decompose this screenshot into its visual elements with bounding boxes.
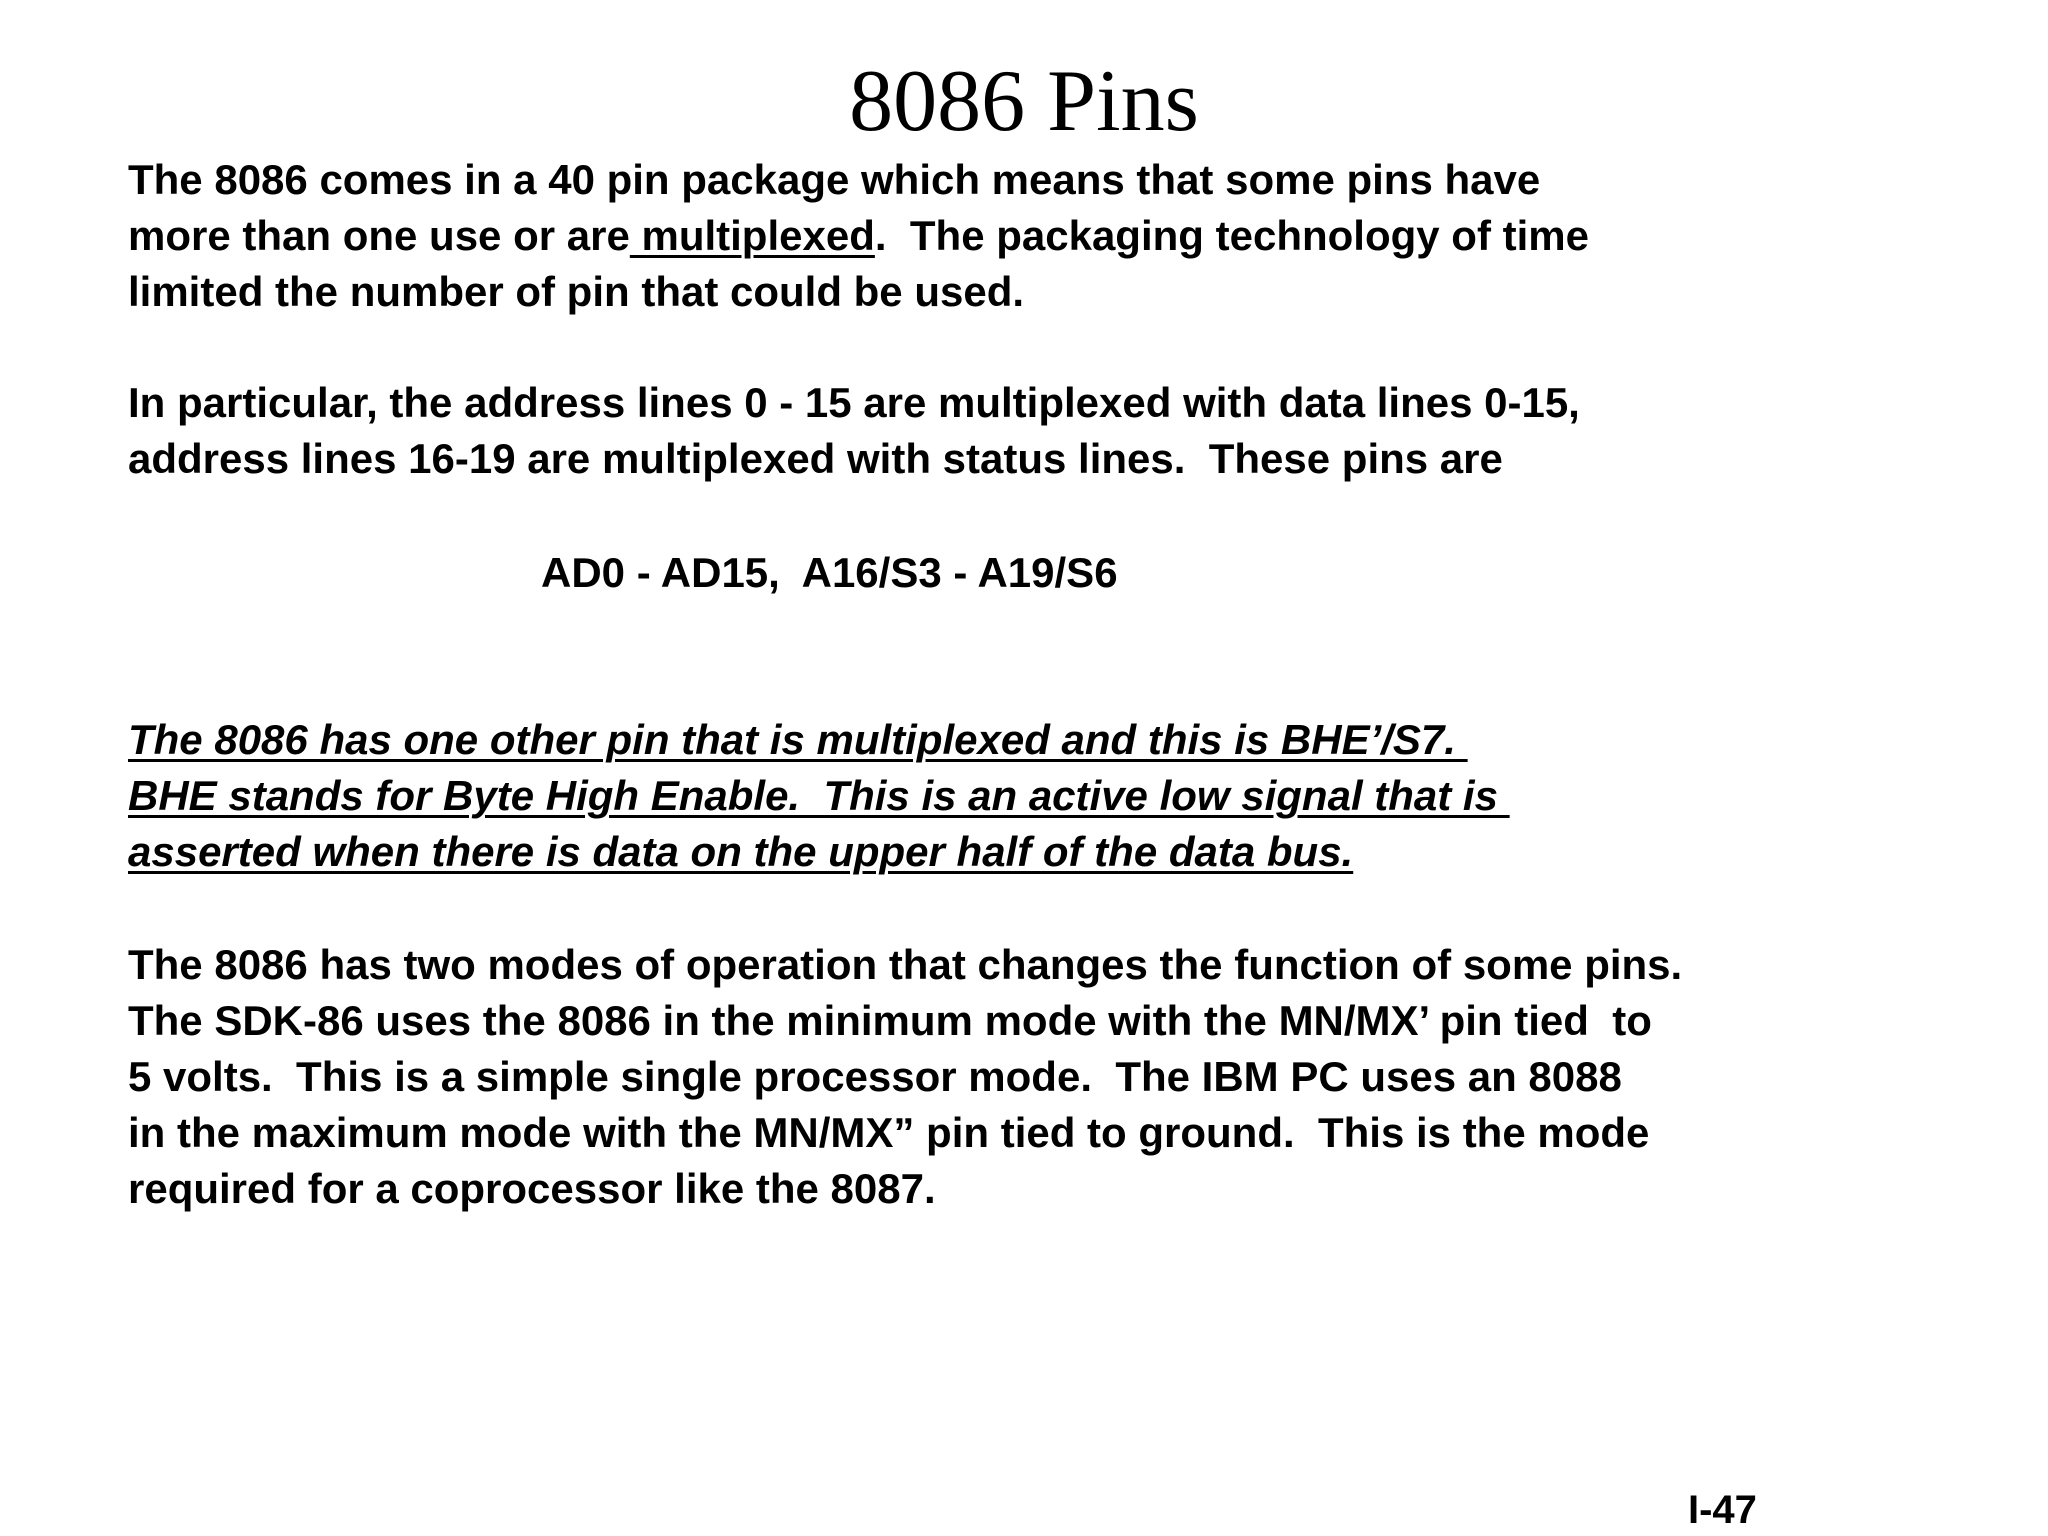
bhe-line-3: asserted when there is data on the upper half of the data bus. [128, 828, 1354, 875]
modes-line-3: 5 volts. This is a simple single processor mode. The IBM PC uses an 8088 [128, 1053, 1622, 1100]
modes-line-2: The SDK-86 uses the 8086 in the minimum mode with the MN/MX’ pin tied to [128, 997, 1652, 1044]
modes-paragraph [128, 937, 1682, 1217]
bhe-line-2: BHE stands for Byte High Enable. This is an active low signal that is [128, 772, 1510, 819]
modes-line-5: required for a coprocessor like the 8087. [128, 1165, 936, 1212]
intro-paragraph [128, 152, 1589, 320]
intro-line-3: limited the number of pin that could be used. [128, 268, 1025, 315]
address-lines-paragraph [128, 375, 1580, 487]
address-line-2: address lines 16-19 are multiplexed with status lines. These pins are [128, 435, 1503, 482]
pin-names-line: AD0 - AD15, A16/S3 - A19/S6 [541, 549, 1118, 596]
intro-line-1: The 8086 comes in a 40 pin package which means that some pins have [128, 156, 1541, 203]
bhe-paragraph [128, 712, 1510, 880]
multiplexed-term: multiplexed [629, 212, 875, 259]
intro-line-2-start: more than one use or are [128, 212, 630, 259]
bhe-line-1: The 8086 has one other pin that is multiplexed and this is BHE’/S7. [128, 716, 1468, 763]
page-number: I-47 [1688, 1488, 1757, 1532]
slide-title: 8086 Pins [849, 53, 1199, 150]
modes-line-1: The 8086 has two modes of operation that changes the function of some pins. [128, 941, 1683, 988]
address-line-1: In particular, the address lines 0 - 15 are multiplexed with data lines 0-15, [128, 379, 1580, 426]
modes-line-4: in the maximum mode with the MN/MX” pin tied to ground. This is the mode [128, 1109, 1650, 1156]
intro-line-2-end: . The packaging technology of time [874, 212, 1589, 259]
intro-line-2 [128, 208, 1589, 264]
